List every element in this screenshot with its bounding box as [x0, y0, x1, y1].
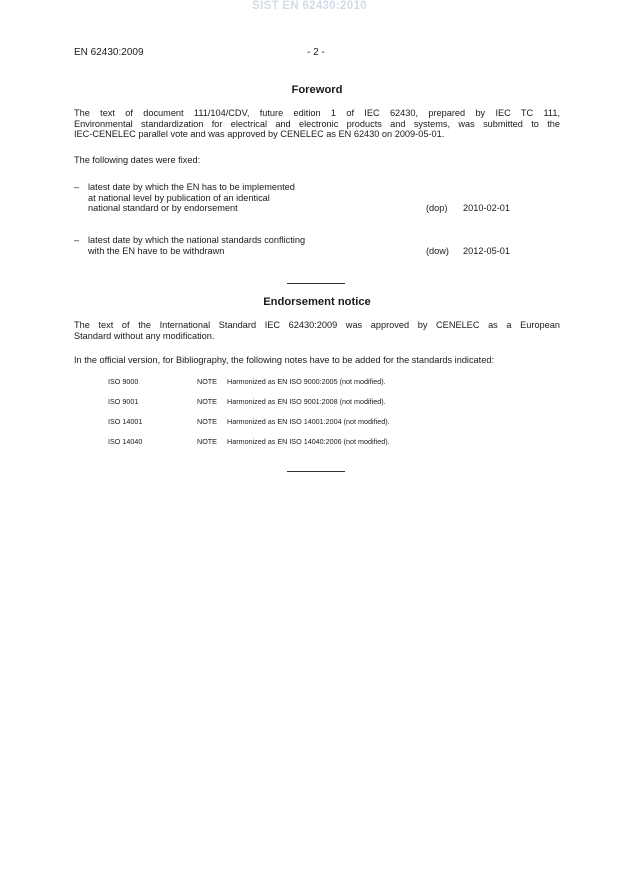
endorsement-paragraph — [74, 320, 560, 341]
date-item-dop — [74, 182, 560, 216]
watermark: SIST EN 62430:2010 — [252, 0, 367, 12]
note-text: Harmonized as EN ISO 14040:2006 (not modified). — [227, 437, 390, 446]
dates-intro: The following dates were fixed: — [74, 155, 201, 165]
date-description-line: with the EN have to be withdrawn — [88, 245, 225, 256]
note-standard: ISO 14040 — [108, 437, 143, 446]
note-text: Harmonized as EN ISO 14001:2004 (not modified). — [227, 417, 390, 426]
date-description-line: latest date by which the national standards conflicting — [88, 235, 306, 245]
note-standard: ISO 9000 — [108, 377, 139, 386]
document-id: EN 62430:2009 — [74, 47, 144, 58]
foreword-title: Foreword — [291, 84, 343, 96]
endorsement-line-1: The text of the International Standard IEC 62430:2009 was approved by CENELEC as a European — [74, 320, 560, 330]
date-description-line: latest date by which the EN has to be implemented — [88, 182, 295, 192]
date-value: 2012-05-01 — [463, 246, 510, 256]
date-value: 2010-02-01 — [463, 203, 510, 213]
date-description-line: at national level by publication of an identical — [88, 192, 270, 203]
date-item-dow — [74, 235, 560, 259]
foreword-line-2: Environmental standardization for electrical and electronic products and systems, was submitted to the — [74, 118, 560, 129]
foreword-line-1: The text of document 111/104/CDV, future edition 1 of IEC 62430, prepared by IEC TC 111, — [74, 108, 560, 118]
note-label: NOTE — [197, 397, 217, 406]
date-description-line: national standard or by endorsement — [88, 203, 238, 214]
foreword-paragraph — [74, 108, 560, 140]
page-number: - 2 - — [307, 47, 325, 58]
endorsement-line-2: Standard without any modification. — [74, 330, 215, 341]
date-description — [88, 235, 418, 256]
dash-bullet: – — [74, 235, 80, 245]
note-label: NOTE — [197, 437, 217, 446]
note-label: NOTE — [197, 377, 217, 386]
bibliography-intro: In the official version, for Bibliography, the following notes have to be added for the standards indicated: — [74, 355, 494, 365]
date-abbreviation: (dop) — [426, 203, 448, 213]
note-text: Harmonized as EN ISO 9000:2005 (not modified). — [227, 377, 386, 386]
dash-bullet: – — [74, 182, 80, 192]
note-text: Harmonized as EN ISO 9001:2008 (not modified). — [227, 397, 386, 406]
foreword-line-3: IEC-CENELEC parallel vote and was approved by CENELEC as EN 62430 on 2009-05-01. — [74, 129, 445, 140]
date-abbreviation: (dow) — [426, 246, 449, 256]
note-standard: ISO 14001 — [108, 417, 143, 426]
end-divider — [287, 471, 345, 472]
endorsement-title: Endorsement notice — [263, 296, 371, 308]
note-standard: ISO 9001 — [108, 397, 139, 406]
note-label: NOTE — [197, 417, 217, 426]
date-description — [88, 182, 418, 214]
section-divider — [287, 283, 345, 284]
